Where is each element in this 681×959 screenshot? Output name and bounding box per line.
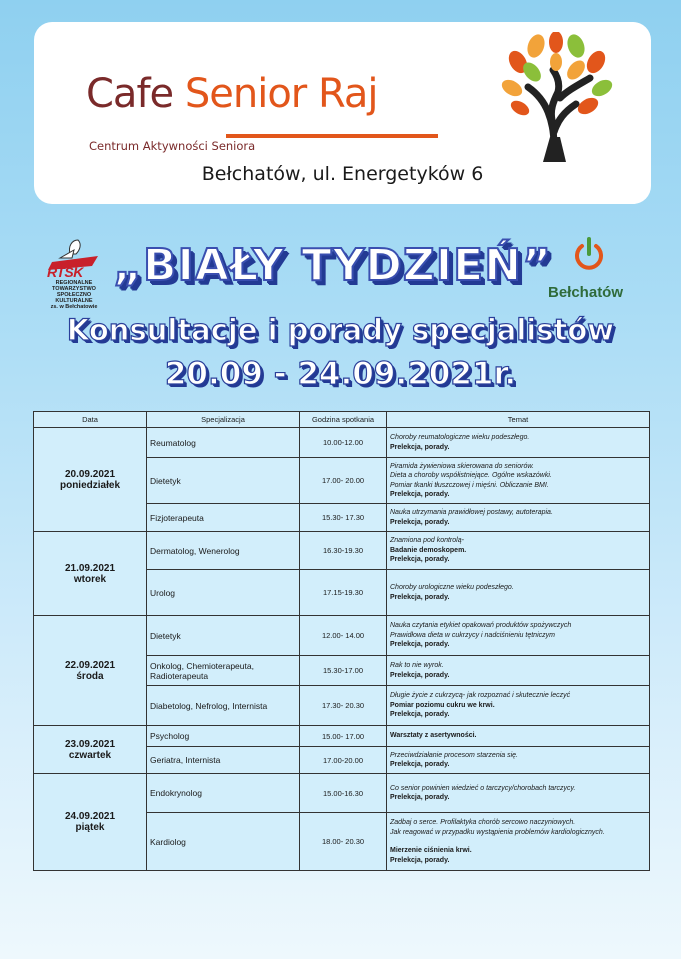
topic-bold-line: Prelekcja, porady. (390, 518, 450, 526)
brand-subtitle: Centrum Aktywności Seniora (89, 139, 256, 153)
spec-cell: Geriatra, Internista (147, 747, 300, 774)
date-cell (34, 532, 147, 616)
weekday-value: środa (76, 670, 104, 682)
topic-bold-line: Prelekcja, porady. (390, 556, 450, 564)
topic-cell (387, 532, 650, 570)
topic-bold-line: Pomiar poziomu cukru we krwi. (390, 701, 495, 709)
time-cell: 17.30- 20.30 (300, 686, 387, 726)
address: Bełchatów, ul. Energetyków 6 (201, 163, 484, 185)
date-value: 21.09.2021 (64, 562, 116, 574)
schedule-body (34, 428, 650, 871)
spec-cell: Dermatolog, Wenerolog (147, 532, 300, 570)
spec-cell: Endokrynolog (147, 774, 300, 813)
topic-line: Rak to nie wyrok. (390, 662, 444, 669)
topic-cell (387, 686, 650, 726)
weekday-value: wtorek (73, 573, 107, 585)
table-header-row (34, 412, 650, 428)
date-value: 24.09.2021 (64, 811, 116, 822)
topic-line: Co senior powinien wiedzieć o tarczycy/chorobach tarczycy. (390, 784, 576, 792)
spec-cell: Kardiolog (147, 813, 300, 871)
belchatow-power-icon (572, 236, 606, 272)
topic-line: Choroby urologiczne wieku podeszłego. (390, 584, 514, 591)
topic-cell (387, 726, 650, 747)
subtitle-dates: 20.09 - 24.09.2021r. (164, 356, 517, 392)
date-cell (34, 726, 147, 774)
time-cell: 15.30- 17.30 (300, 504, 387, 532)
brand-cafe: Cafe (86, 71, 185, 117)
spec-cell: Dietetyk (147, 458, 300, 504)
topic-bold-line: Prelekcja, porady. (390, 856, 450, 864)
date-value: 20.09.2021 (64, 468, 116, 480)
topic-cell (387, 774, 650, 813)
topic-line: Znamiona pod kontrolą- (390, 537, 464, 545)
table-row (34, 774, 650, 813)
topic-bold-line: Mierzenie ciśnienia krwi. (390, 847, 472, 854)
header-spec: Specjalizacja (147, 412, 300, 428)
topic-line: Przeciwdziałanie procesom starzenia się. (390, 751, 518, 759)
topic-line: Dieta a choroby współistniejące. Ogólne wskazówki. (390, 472, 552, 479)
time-cell: 12.00- 14.00 (300, 616, 387, 656)
brand-senior-raj: Senior Raj (184, 71, 378, 117)
header-card (34, 22, 651, 204)
topic-bold-line: Prelekcja, porady. (390, 671, 450, 679)
topic-cell (387, 656, 650, 686)
spec-cell: Urolog (147, 570, 300, 616)
spec-cell: Diabetolog, Nefrolog, Internista (147, 686, 300, 726)
date-cell (34, 616, 147, 726)
time-cell: 16.30-19.30 (300, 532, 387, 570)
topic-gap (390, 837, 646, 846)
time-cell: 15.00-16.30 (300, 774, 387, 813)
spec-cell: Onkolog, Chemioterapeuta, Radioterapeuta (147, 656, 300, 686)
topic-bold-line: Warsztaty z asertywności. (390, 732, 477, 740)
topic-bold-line: Prelekcja, porady. (390, 761, 450, 768)
time-cell: 10.00-12.00 (300, 428, 387, 458)
time-cell: 17.15-19.30 (300, 570, 387, 616)
rtsk-logo-subtext: REGIONALNE TOWARZYSTWO SPOŁECZNO KULTURALNE zs. w Bełchatowie (50, 280, 98, 310)
spec-cell: Reumatolog (147, 428, 300, 458)
time-cell: 15.30-17.00 (300, 656, 387, 686)
schedule-table (33, 411, 650, 871)
time-cell: 17.00-20.00 (300, 747, 387, 774)
date-cell (34, 774, 147, 871)
topic-line: Choroby reumatologiczne wieku podeszłego. (390, 434, 530, 441)
main-title: „BIAŁY TYDZIEŃ” (113, 240, 552, 291)
header-topic: Temat (387, 412, 650, 428)
topic-line: Piramida żywieniowa skierowana do seniorów. (390, 462, 534, 470)
topic-cell (387, 616, 650, 656)
topic-line: Nauka czytania etykiet opakowań produktów spożywczych (390, 622, 572, 630)
topic-cell (387, 570, 650, 616)
topic-cell (387, 813, 650, 871)
header-date: Data (34, 412, 147, 428)
topic-cell (387, 428, 650, 458)
time-cell: 17.00- 20.00 (300, 458, 387, 504)
table-row (34, 616, 650, 656)
time-cell: 18.00- 20.30 (300, 813, 387, 871)
spec-cell: Psycholog (147, 726, 300, 747)
subtitle-consultations: Konsultacje i porady specjalistów (66, 313, 615, 347)
topic-line: Zadbaj o serce. Profilaktyka chorób sercowo naczyniowych. (390, 819, 576, 826)
topic-line: Jak reagować w przypadku wystąpienia problemów kardiologicznych. (390, 828, 605, 836)
rtsk-logo-text: RTSK (47, 264, 83, 280)
table-row (34, 532, 650, 570)
date-value: 22.09.2021 (64, 659, 116, 671)
topic-line: Długie życie z cukrzycą- jak rozpoznać i skutecznie leczyć (390, 692, 571, 700)
weekday-value: czwartek (68, 749, 112, 761)
topic-bold-line: Prelekcja, porady. (390, 641, 450, 649)
weekday-value: piątek (75, 822, 105, 833)
topic-line: Pomiar tkanki tłuszczowej i mięśni. Obliczanie BMI. (390, 481, 549, 489)
topic-bold-line: Badanie demoskopem. (390, 546, 467, 554)
date-cell (34, 428, 147, 532)
topic-bold-line: Prelekcja, porady. (390, 711, 450, 719)
header-time: Godzina spotkania (300, 412, 387, 428)
topic-cell (387, 504, 650, 532)
topic-cell (387, 747, 650, 774)
time-cell: 15.00- 17.00 (300, 726, 387, 747)
brand-underline (226, 134, 438, 138)
table-row (34, 428, 650, 458)
date-value: 23.09.2021 (64, 738, 116, 750)
table-row (34, 726, 650, 747)
tree-logo-icon (498, 32, 618, 162)
topic-cell (387, 458, 650, 504)
topic-bold-line: Prelekcja, porady. (390, 443, 450, 451)
topic-bold-line: Prelekcja, porady. (390, 794, 450, 801)
weekday-value: poniedziałek (59, 479, 120, 491)
spec-cell: Fizjoterapeuta (147, 504, 300, 532)
belchatow-logo-text: Bełchatów (548, 284, 624, 301)
spec-cell: Dietetyk (147, 616, 300, 656)
brand-logo-text (86, 72, 378, 116)
topic-bold-line: Prelekcja, porady. (390, 593, 450, 601)
topic-line: Nauka utrzymania prawidłowej postawy, autoterapia. (390, 509, 553, 516)
topic-line: Prawidłowa dieta w cukrzycy i nadciśnieniu tętniczym (390, 631, 555, 639)
topic-bold-line: Prelekcja, porady. (390, 491, 450, 498)
